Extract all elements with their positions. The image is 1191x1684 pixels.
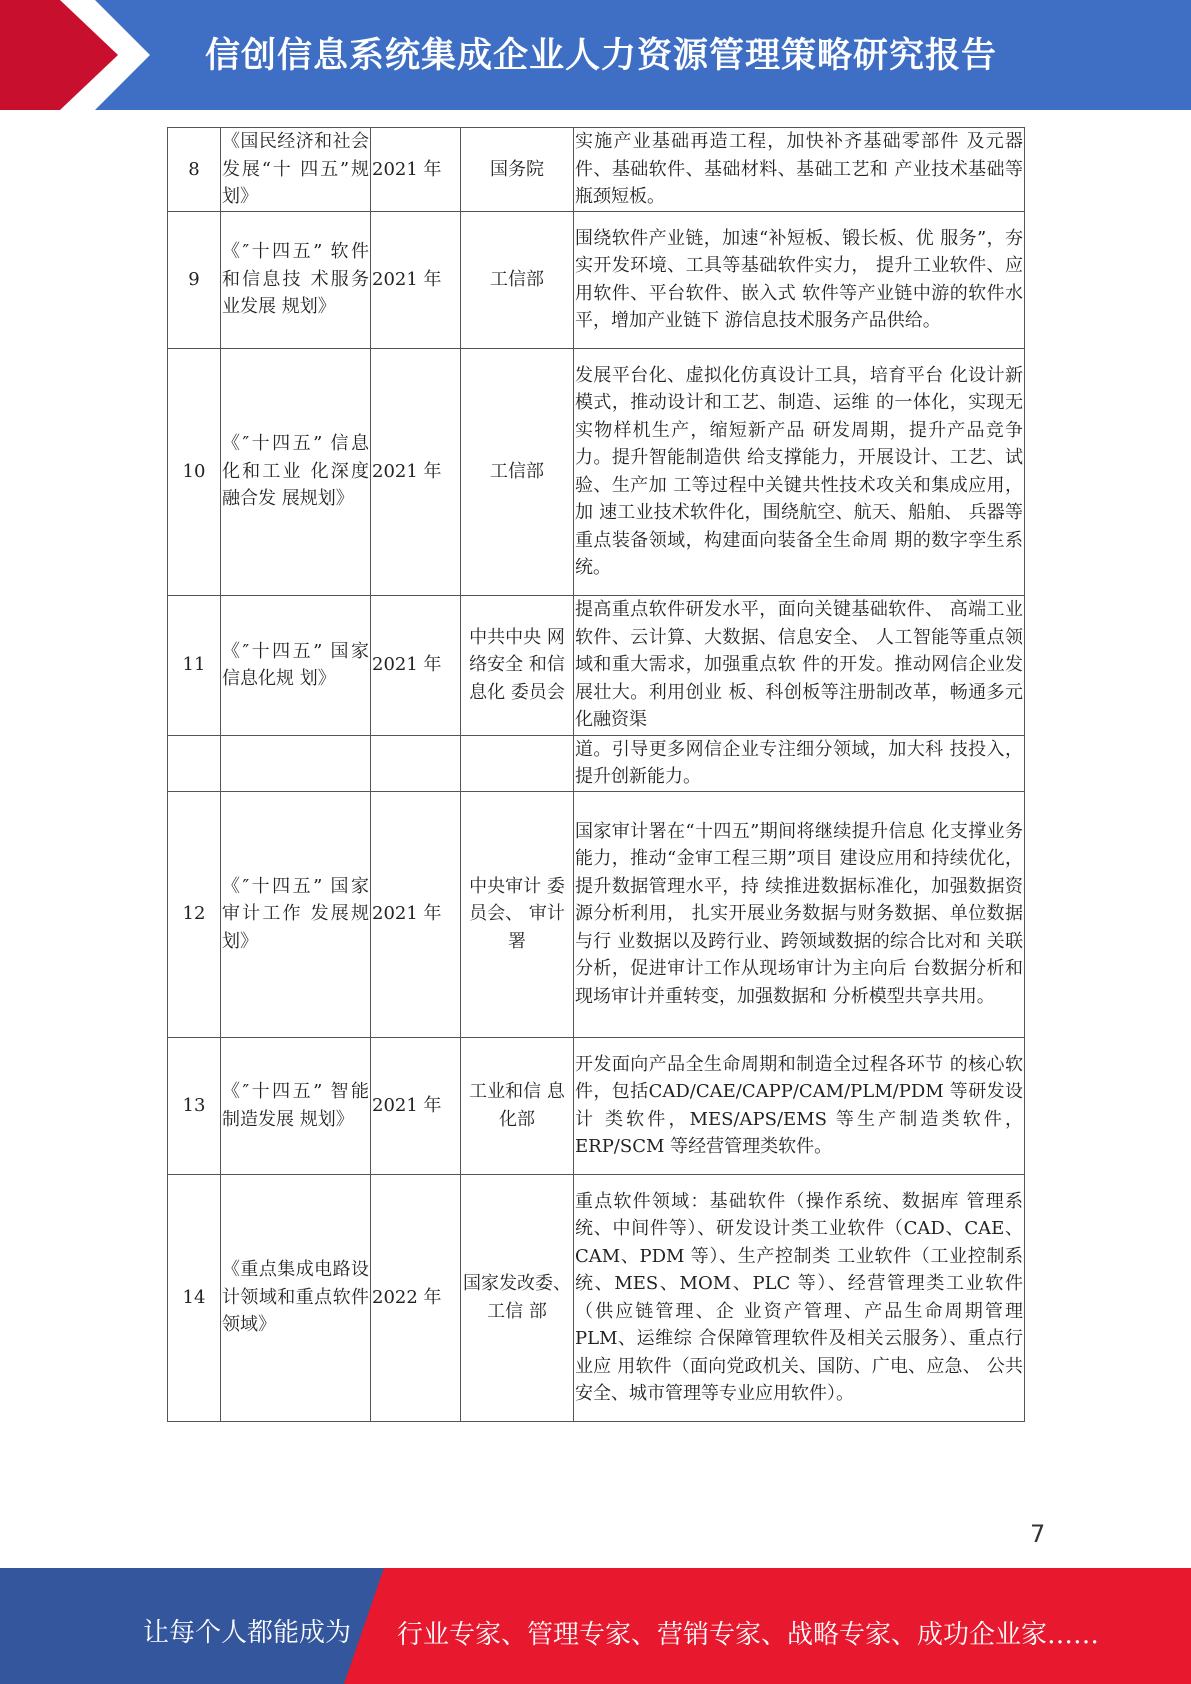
policy-content: 发展平台化、虚拟化仿真设计工具，培育平台 化设计新模式，推动设计和工艺、制造、运维 的一体化，实现无实物样机生产，缩短新产品 研发周期，提升产品竞争力。提升智能制造供 给支撑能力，开展设计、工艺、试验、生产加 工等过程中关键共性技术攻关和集成应用，加 速工业技术软件化，围绕航空、航天、船舶、 兵器等重点装备领域，构建面向装备全生命周 期的数字孪生系统。	[574, 348, 1025, 595]
policy-content: 开发面向产品全生命周期和制造全过程各环节 的核心软件，包括CAD/CAE/CAPP/CAM/PLM/PDM 等研发设计 类软件，MES/APS/EMS 等生产制造类软件， ERP/SCM 等经营管理类软件。	[574, 1037, 1025, 1174]
policy-content: 实施产业基础再造工程，加快补齐基础零部件 及元器件、基础软件、基础材料、基础工艺和 产业技术基础等瓶颈短板。	[574, 128, 1025, 212]
table-row	[168, 595, 1025, 735]
page-header	[0, 0, 1191, 110]
policy-year: 2022 年	[371, 1174, 461, 1421]
issuing-department: 工业和信 息化部	[461, 1037, 574, 1174]
report-title: 信创信息系统集成企业人力资源管理策略研究报告	[205, 36, 998, 76]
policy-name: 《国民经济和社会发展“十 四五”规划》	[221, 128, 371, 212]
policy-name: 《″十四五” 智能制造发展 规划》	[221, 1037, 371, 1174]
issuing-department: 国家发改委、工信 部	[461, 1174, 574, 1421]
policy-content: 提高重点软件研发水平，面向关键基础软件、 高端工业软件、云计算、大数据、信息安全、 人工智能等重点领域和重大需求，加强重点软 件的开发。推动网信企业发展壮大。利用创业 板、科创板等注册制改革，畅通多元化融资渠	[574, 595, 1025, 735]
issuing-department: 中共中央 网络安全 和信息化 委员会	[461, 595, 574, 735]
issuing-department: 国务院	[461, 128, 574, 212]
issuing-department: 中央审计 委员会、 审计署	[461, 791, 574, 1037]
footer-slogan-left: 让每个人都能成为	[143, 1618, 352, 1648]
policy-year: 2021 年	[371, 348, 461, 595]
policy-year: 2021 年	[371, 211, 461, 348]
policy-year	[371, 735, 461, 791]
row-number: 8	[168, 128, 221, 212]
policy-year: 2021 年	[371, 1037, 461, 1174]
table-row	[168, 791, 1025, 1037]
policy-name: 《″十四五” 信息化和工业 化深度融合发 展规划》	[221, 348, 371, 595]
policy-name: 《″十四五” 国家审计工作 发展规划》	[221, 791, 371, 1037]
policy-name: 《″十四五” 软件和信息技 术服务业发展 规划》	[221, 211, 371, 348]
page-footer	[0, 1568, 1191, 1684]
policy-content: 道。引导更多网信企业专注细分领域，加大科 技投入，提升创新能力。	[574, 735, 1025, 791]
policy-name	[221, 735, 371, 791]
policy-content: 围绕软件产业链，加速“补短板、锻长板、优 服务”，夯实开发环境、工具等基础软件实力， 提升工业软件、应用软件、平台软件、嵌入式 软件等产业链中游的软件水平，增加产业链下 游信息技术服务产品供给。	[574, 211, 1025, 348]
row-number: 11	[168, 595, 221, 735]
table-row	[168, 128, 1025, 212]
table-row	[168, 348, 1025, 595]
table-row	[168, 211, 1025, 348]
page-number: 7	[1030, 1520, 1046, 1548]
row-number: 12	[168, 791, 221, 1037]
footer-slogan-right: 行业专家、管理专家、营销专家、战略专家、成功企业家……	[397, 1620, 1100, 1650]
issuing-department: 工信部	[461, 211, 574, 348]
table-row	[168, 1037, 1025, 1174]
table-row	[168, 1174, 1025, 1421]
policy-name: 《重点集成电路设计领域和重点软件领域》	[221, 1174, 371, 1421]
row-number	[168, 735, 221, 791]
row-number: 10	[168, 348, 221, 595]
policy-year: 2021 年	[371, 791, 461, 1037]
issuing-department: 工信部	[461, 348, 574, 595]
policy-name: 《″十四五” 国家信息化规 划》	[221, 595, 371, 735]
row-number: 9	[168, 211, 221, 348]
table-row	[168, 735, 1025, 791]
row-number: 14	[168, 1174, 221, 1421]
policy-year: 2021 年	[371, 595, 461, 735]
issuing-department	[461, 735, 574, 791]
policy-table	[167, 127, 1025, 1422]
row-number: 13	[168, 1037, 221, 1174]
policy-content: 重点软件领域：基础软件（操作系统、数据库 管理系统、中间件等）、研发设计类工业软件（CAD、CAE、CAM、PDM 等）、生产控制类 工业软件（工业控制系统、MES、MOM、PLC 等）、经营管理类工业软件（供应链管理、企 业资产管理、产品生命周期管理 PLM、运维综 合保障管理软件及相关云服务）、重点行业应 用软件（面向党政机关、国防、广电、应急、 公共安全、城市管理等专业应用软件）。	[574, 1174, 1025, 1421]
policy-content: 国家审计署在“十四五”期间将继续提升信息 化支撑业务能力，推动“金审工程三期”项目 建设应用和持续优化，提升数据管理水平，持 续推进数据标准化，加强数据资源分析利用， 扎实开展业务数据与财务数据、单位数据与行 业数据以及跨行业、跨领域数据的综合比对和 关联分析，促进审计工作从现场审计为主向后 台数据分析和现场审计并重转变，加强数据和 分析模型共享共用。	[574, 791, 1025, 1037]
policy-year: 2021 年	[371, 128, 461, 212]
